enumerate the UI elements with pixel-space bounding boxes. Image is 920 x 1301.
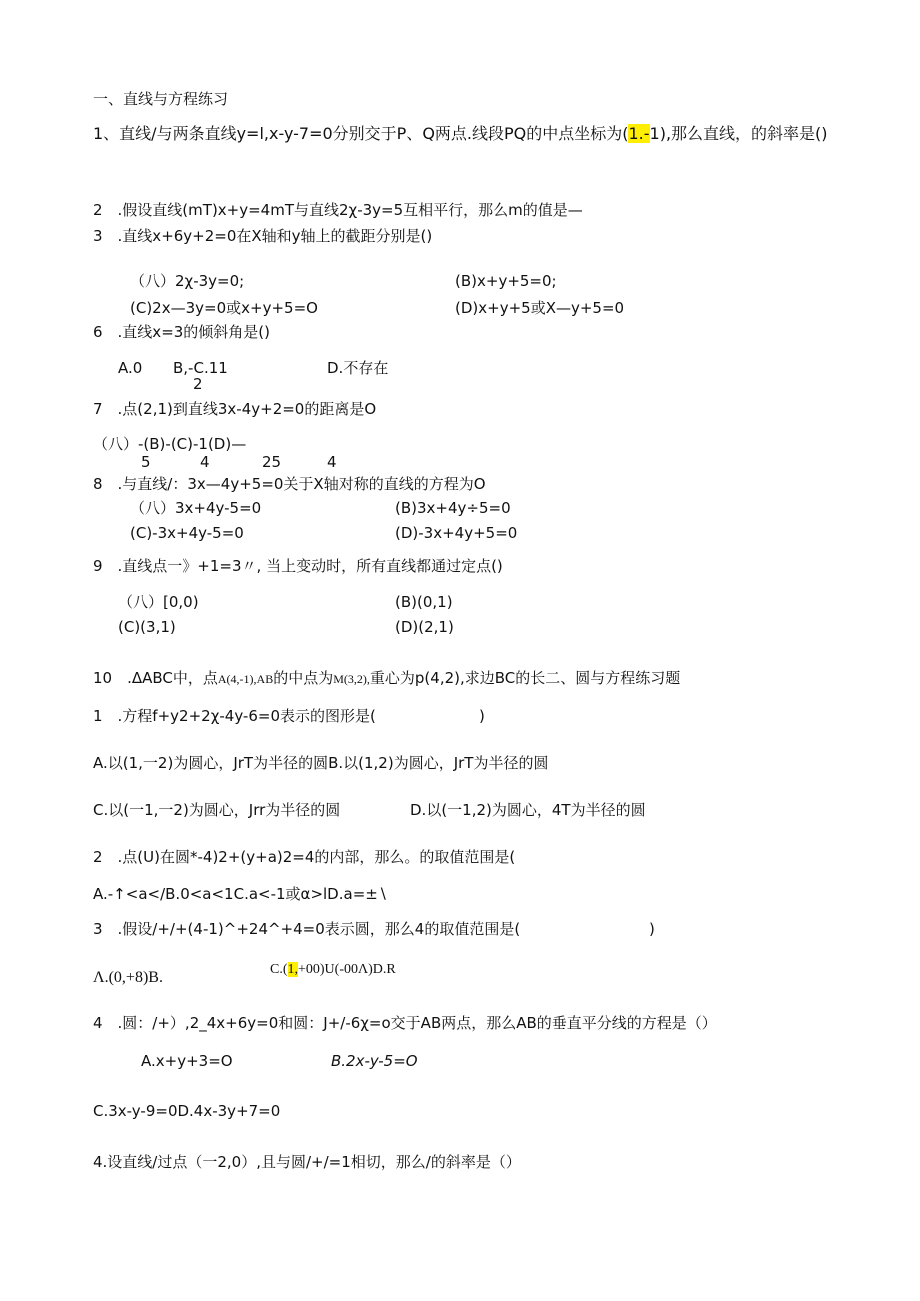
question-9-option-b: (B)(0,1) xyxy=(395,593,453,611)
question-8-stem: 8 .与直线/：3x—4y+5=0关于X轴对称的直线的方程为O xyxy=(93,475,486,493)
circle-question-3-option-cd xyxy=(270,963,396,977)
option-c-prefix: C.( xyxy=(270,962,288,977)
question-6-option-d: D.不存在 xyxy=(327,359,389,377)
circle-question-4-options-cd: C.3x-y-9=0D.4x-3y+7=0 xyxy=(93,1102,281,1120)
circle-question-2-options: A.-↑<a</B.0<a<1C.a<-1或α>lD.a=±∖ xyxy=(93,885,388,903)
circle-question-1-close: ) xyxy=(479,707,485,725)
question-10-point: M(3,2), xyxy=(333,672,370,686)
circle-question-1-option-c: C.以(一1,一2)为圆心，Jrr为半径的圆 xyxy=(93,801,341,819)
question-1-text-pre: 1、直线/与两条直线y=l,x-y-7=0分别交于P、Q两点.线段PQ的中点坐标为( xyxy=(93,124,629,143)
question-10-text: 重心为p(4,2),求边BC的长二、圆与方程练习题 xyxy=(369,669,681,687)
question-8-option-b: (B)3x+4y÷5=0 xyxy=(395,499,511,517)
question-6-stem: 6 .直线x=3的倾斜角是() xyxy=(93,323,271,341)
circle-question-3-options-ab: Λ.(0,+8)B. xyxy=(93,969,163,986)
question-10-text: 的中点为 xyxy=(273,669,334,687)
question-10 xyxy=(93,671,680,686)
circle-question-1-options-ab: A.以(1,一2)为圆心，JrT为半径的圆B.以(1,2)为圆心，JrT为半径的圆 xyxy=(93,754,549,772)
circle-question-3-close: ) xyxy=(649,920,655,938)
question-2: 2 .假设直线(mT)x+y=4mT与直线2χ-3y=5互相平行，那么m的值是— xyxy=(93,201,583,219)
circle-question-1-option-d: D.以(一1,2)为圆心，4T为半径的圆 xyxy=(410,801,646,819)
circle-question-4-option-a: A.x+y+3=O xyxy=(141,1052,233,1070)
question-9-option-c: (C)(3,1) xyxy=(118,618,176,636)
question-6-option-a: A.0 xyxy=(118,359,143,377)
question-3-option-d: (D)x+y+5或X—y+5=0 xyxy=(455,299,625,317)
question-9-stem: 9 .直线点一》+1=3〃, 当上变动时，所有直线都通过定点() xyxy=(93,557,503,575)
question-7-fraction-denominator: 25 xyxy=(262,453,282,471)
question-7-fraction-denominator: 5 xyxy=(141,453,151,471)
highlighted-text: 1.- xyxy=(628,124,650,143)
question-8-option-c: (C)-3x+4y-5=0 xyxy=(130,524,244,542)
question-3-option-a: （八）2χ-3y=0; xyxy=(130,272,245,290)
section-title-lines: 一、直线与方程练习 xyxy=(93,90,229,108)
question-8-option-d: (D)-3x+4y+5=0 xyxy=(395,524,518,542)
circle-question-4-stem: 4 .圆：/+）,2_4x+6y=0和圆：J+/-6χ=o交于AB两点，那么AB的垂直平分线的方程是（） xyxy=(93,1014,717,1032)
circle-question-3-stem: 3 .假设/+/+(4-1)^+24^+4=0表示圆，那么4的取值范围是( xyxy=(93,920,521,938)
circle-question-2-stem: 2 .点(U)在圆*-4)2+(y+a)2=4的内部，那么。的取值范围是( xyxy=(93,848,516,866)
question-3-option-c: (C)2x—3y=0或x+y+5=O xyxy=(130,299,318,317)
question-8-option-a: （八）3x+4y-5=0 xyxy=(130,499,262,517)
question-10-text: 10 .ΔABC中，点 xyxy=(93,669,218,687)
question-3-option-b: (B)x+y+5=0; xyxy=(455,272,557,290)
question-3-stem: 3 .直线x+6y+2=0在X轴和y轴上的截距分别是() xyxy=(93,227,433,245)
question-6-subscript: 2 xyxy=(193,375,203,393)
question-1 xyxy=(93,126,828,142)
question-9-option-d: (D)(2,1) xyxy=(395,618,454,636)
circle-question-5-stem: 4.设直线/过点（一2,0）,且与圆/+/=1相切，那么/的斜率是（） xyxy=(93,1153,521,1171)
option-c-rest: +00)U(-00Λ)D.R xyxy=(298,962,396,977)
question-7-fraction-denominator: 4 xyxy=(200,453,210,471)
circle-question-4-option-b: B.2x-y-5=O xyxy=(331,1052,418,1070)
circle-question-1-stem: 1 .方程f+y2+2χ-4y-6=0表示的图形是( xyxy=(93,707,376,725)
highlighted-text: 1, xyxy=(287,962,298,977)
question-10-point: A(4,-1),AB xyxy=(217,672,274,686)
question-7-options: （八）-(B)-(C)-1(D)— xyxy=(93,435,247,453)
question-1-text-post: 1),那么直线，的斜率是() xyxy=(649,124,828,143)
question-7-stem: 7 .点(2,1)到直线3x-4y+2=0的距离是O xyxy=(93,400,377,418)
question-6-option-bc: B,-C.11 xyxy=(173,359,228,377)
question-9-option-a: （八）[0,0) xyxy=(118,593,199,611)
question-7-fraction-denominator: 4 xyxy=(327,453,337,471)
